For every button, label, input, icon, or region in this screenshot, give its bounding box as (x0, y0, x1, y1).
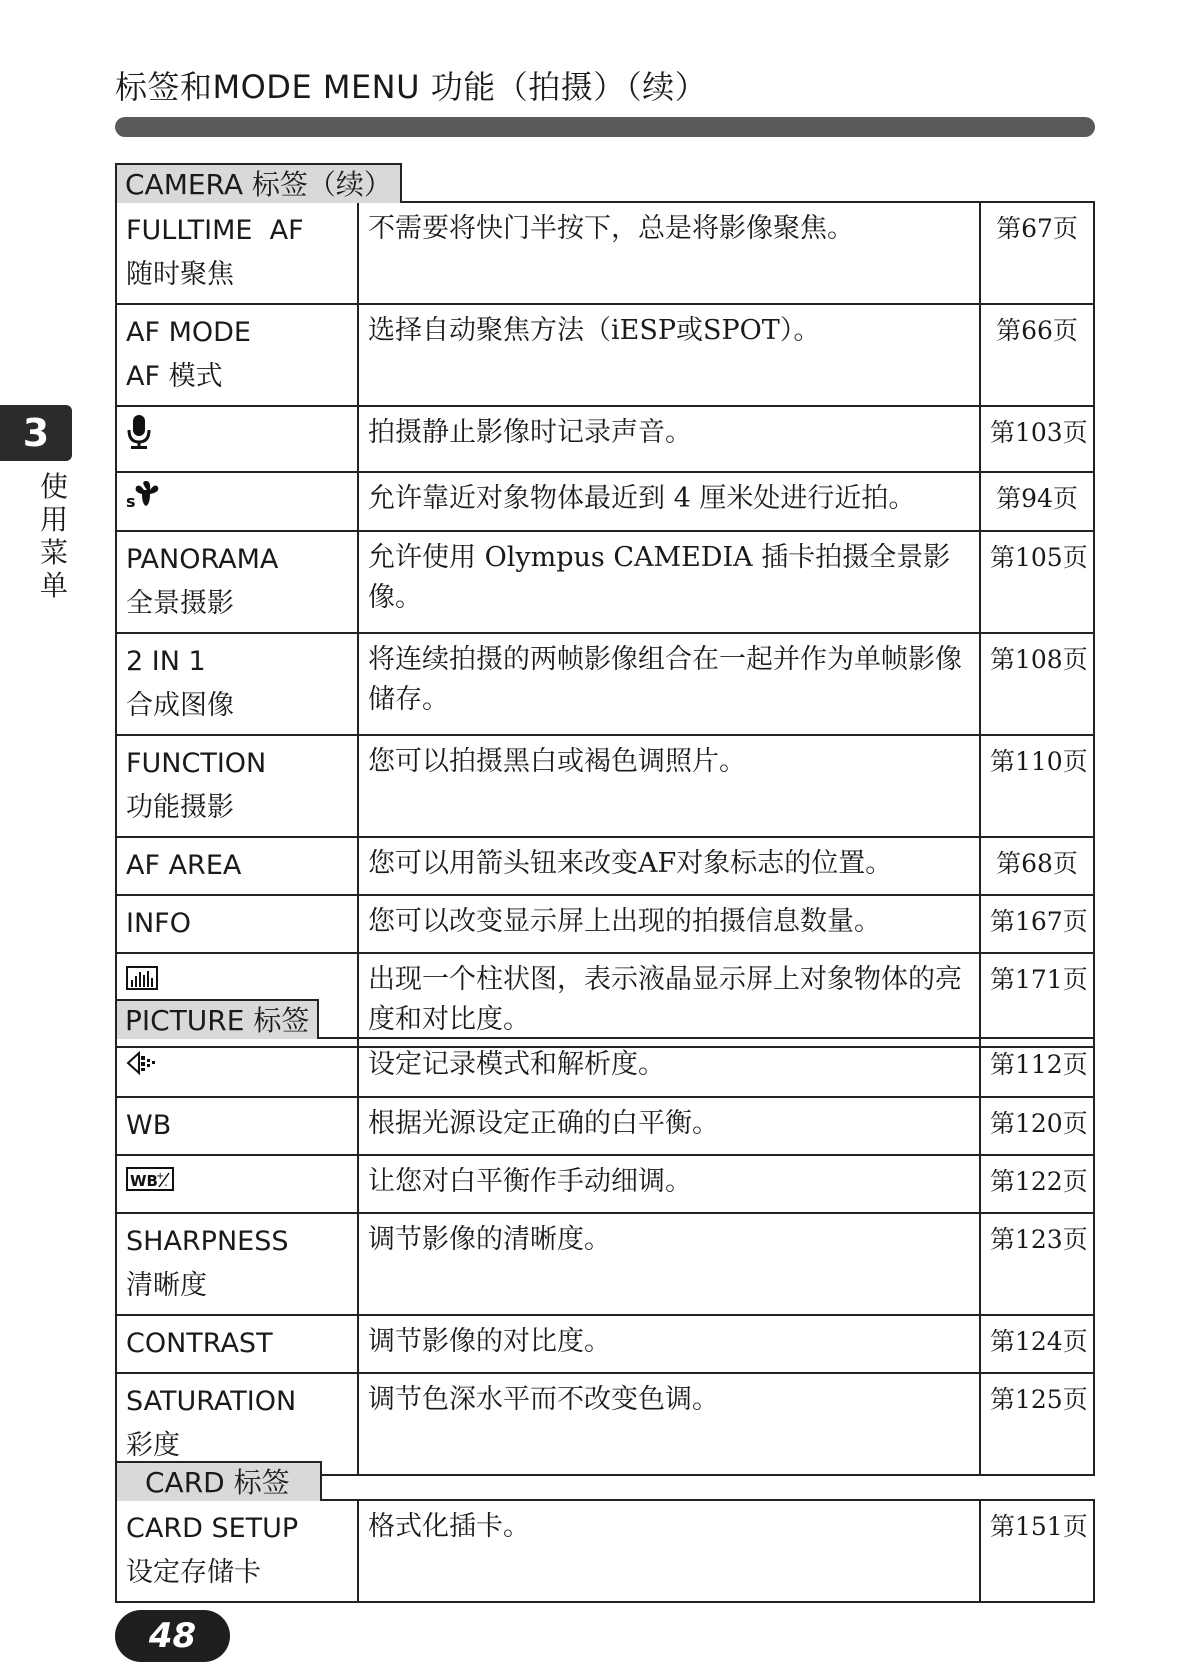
item-name-line: AF 模式 (126, 361, 223, 392)
item-name-line: 2 IN 1 (126, 645, 206, 677)
svg-text:s: s (126, 491, 136, 510)
item-description: 出现一个柱状图，表示液晶显示屏上对象物体的亮度和对比度。 (358, 953, 980, 1047)
page-reference: 第112页 (980, 1038, 1094, 1097)
table-row (116, 633, 1094, 735)
item-description: 调节影像的清晰度。 (358, 1213, 980, 1315)
item-description: 您可以改变显示屏上出现的拍摄信息数量。 (358, 895, 980, 953)
item-name-cell (116, 531, 358, 633)
item-description: 允许使用 Olympus CAMEDIA 插卡拍摄全景影像。 (358, 531, 980, 633)
table-row (116, 406, 1094, 472)
item-name-cell (116, 472, 358, 531)
table-row (116, 1213, 1094, 1315)
item-name-line: FUNCTION (126, 747, 267, 779)
page-reference: 第110页 (980, 735, 1094, 837)
table-row (116, 531, 1094, 633)
item-name-line: 全景摄影 (126, 587, 234, 619)
table-row (116, 1373, 1094, 1475)
item-name-line: INFO (126, 907, 191, 939)
item-name-line: AF MODE (126, 317, 251, 348)
page-number: 48 (115, 1610, 230, 1662)
page-reference: 第124页 (980, 1315, 1094, 1373)
picture-table (115, 1037, 1095, 1476)
item-name-line: FULLTIME AF (126, 215, 304, 246)
item-name-line: SHARPNESS (126, 1226, 289, 1257)
camera-section (115, 163, 1093, 1048)
item-description: 将连续拍摄的两帧影像组合在一起并作为单帧影像储存。 (358, 633, 980, 735)
item-name-line: 设定存储卡 (126, 1557, 261, 1588)
chapter-number-tab: 3 (0, 405, 72, 461)
item-name-cell (116, 1373, 358, 1475)
item-description: 允许靠近对象物体最近到 4 厘米处进行近拍。 (358, 472, 980, 531)
table-row (116, 1315, 1094, 1373)
item-name-line: 合成图像 (126, 689, 234, 721)
item-name-cell (116, 1213, 358, 1315)
camera-table (115, 201, 1095, 1048)
item-name-line: AF AREA (126, 849, 242, 881)
item-name-cell (116, 202, 358, 304)
card-table (115, 1499, 1095, 1603)
table-row (116, 304, 1094, 406)
page-reference: 第103页 (980, 406, 1094, 472)
item-description: 您可以用箭头钮来改变AF对象标志的位置。 (358, 837, 980, 895)
item-description: 拍摄静止影像时记录声音。 (358, 406, 980, 472)
item-description: 设定记录模式和解析度。 (358, 1038, 980, 1097)
item-description: 让您对白平衡作手动细调。 (358, 1155, 980, 1214)
item-name-cell (116, 1038, 358, 1097)
item-description: 您可以拍摄黑白或褐色调照片。 (358, 735, 980, 837)
page-reference: 第123页 (980, 1213, 1094, 1315)
page-reference: 第108页 (980, 633, 1094, 735)
item-description: 格式化插卡。 (358, 1500, 980, 1602)
item-name-cell (116, 406, 358, 472)
page-reference: 第105页 (980, 531, 1094, 633)
page-reference: 第94页 (980, 472, 1094, 531)
microphone-icon (126, 413, 152, 465)
page-reference: 第167页 (980, 895, 1094, 953)
picture-section-label: PICTURE 标签 (115, 999, 319, 1039)
item-name-cell (116, 1500, 358, 1602)
camera-section-label: CAMERA 标签（续） (115, 163, 402, 203)
table-row (116, 1038, 1094, 1097)
item-name-line: PANORAMA (126, 543, 279, 575)
picture-section (115, 999, 1093, 1476)
item-name-line: CONTRAST (126, 1328, 273, 1359)
table-row (116, 837, 1094, 895)
item-name-line: 功能摄影 (126, 791, 234, 823)
item-description: 根据光源设定正确的白平衡。 (358, 1097, 980, 1155)
item-name-line: 彩度 (126, 1430, 180, 1461)
item-name-cell (116, 1097, 358, 1155)
histogram-icon (126, 960, 158, 1004)
svg-text:WB: WB (130, 1172, 158, 1190)
page-reference: 第66页 (980, 304, 1094, 406)
page-reference: 第171页 (980, 953, 1094, 1047)
table-row (116, 735, 1094, 837)
title-rule (115, 117, 1095, 137)
page-reference: 第67页 (980, 202, 1094, 304)
item-description: 调节影像的对比度。 (358, 1315, 980, 1373)
card-section (115, 1461, 1093, 1603)
page-reference: 第120页 (980, 1097, 1094, 1155)
svg-text:+: + (156, 1171, 165, 1182)
item-name-cell (116, 735, 358, 837)
item-name-line: CARD SETUP (126, 1513, 299, 1544)
item-name-cell (116, 1315, 358, 1373)
page-reference: 第125页 (980, 1373, 1094, 1475)
item-name-cell (116, 895, 358, 953)
item-name-cell (116, 304, 358, 406)
table-row (116, 1155, 1094, 1214)
wb-adjust-icon (126, 1162, 174, 1206)
item-description: 调节色深水平而不改变色调。 (358, 1373, 980, 1475)
page-reference: 第151页 (980, 1500, 1094, 1602)
item-name-cell (116, 633, 358, 735)
item-name-line: 随时聚焦 (126, 259, 234, 290)
chapter-label: 使用菜单 (39, 470, 68, 602)
item-name-line: WB (126, 1109, 172, 1141)
page-reference: 第68页 (980, 837, 1094, 895)
table-row (116, 1500, 1094, 1602)
item-name-line: 清晰度 (126, 1270, 207, 1301)
table-row (116, 202, 1094, 304)
item-name-cell (116, 837, 358, 895)
super-macro-icon (126, 480, 160, 524)
item-description: 不需要将快门半按下，总是将影像聚焦。 (358, 202, 980, 304)
svg-text:-: - (164, 1180, 168, 1191)
card-section-label: CARD 标签 (115, 1461, 322, 1501)
record-mode-icon (126, 1046, 160, 1090)
item-name-cell (116, 1155, 358, 1214)
item-description: 选择自动聚焦方法（iESP或SPOT）。 (358, 304, 980, 406)
table-row (116, 1097, 1094, 1155)
table-row (116, 472, 1094, 531)
item-name-line: SATURATION (126, 1386, 297, 1417)
page-reference: 第122页 (980, 1155, 1094, 1214)
page-title: 标签和MODE MENU 功能（拍摄）（续） (115, 68, 708, 106)
table-row (116, 895, 1094, 953)
